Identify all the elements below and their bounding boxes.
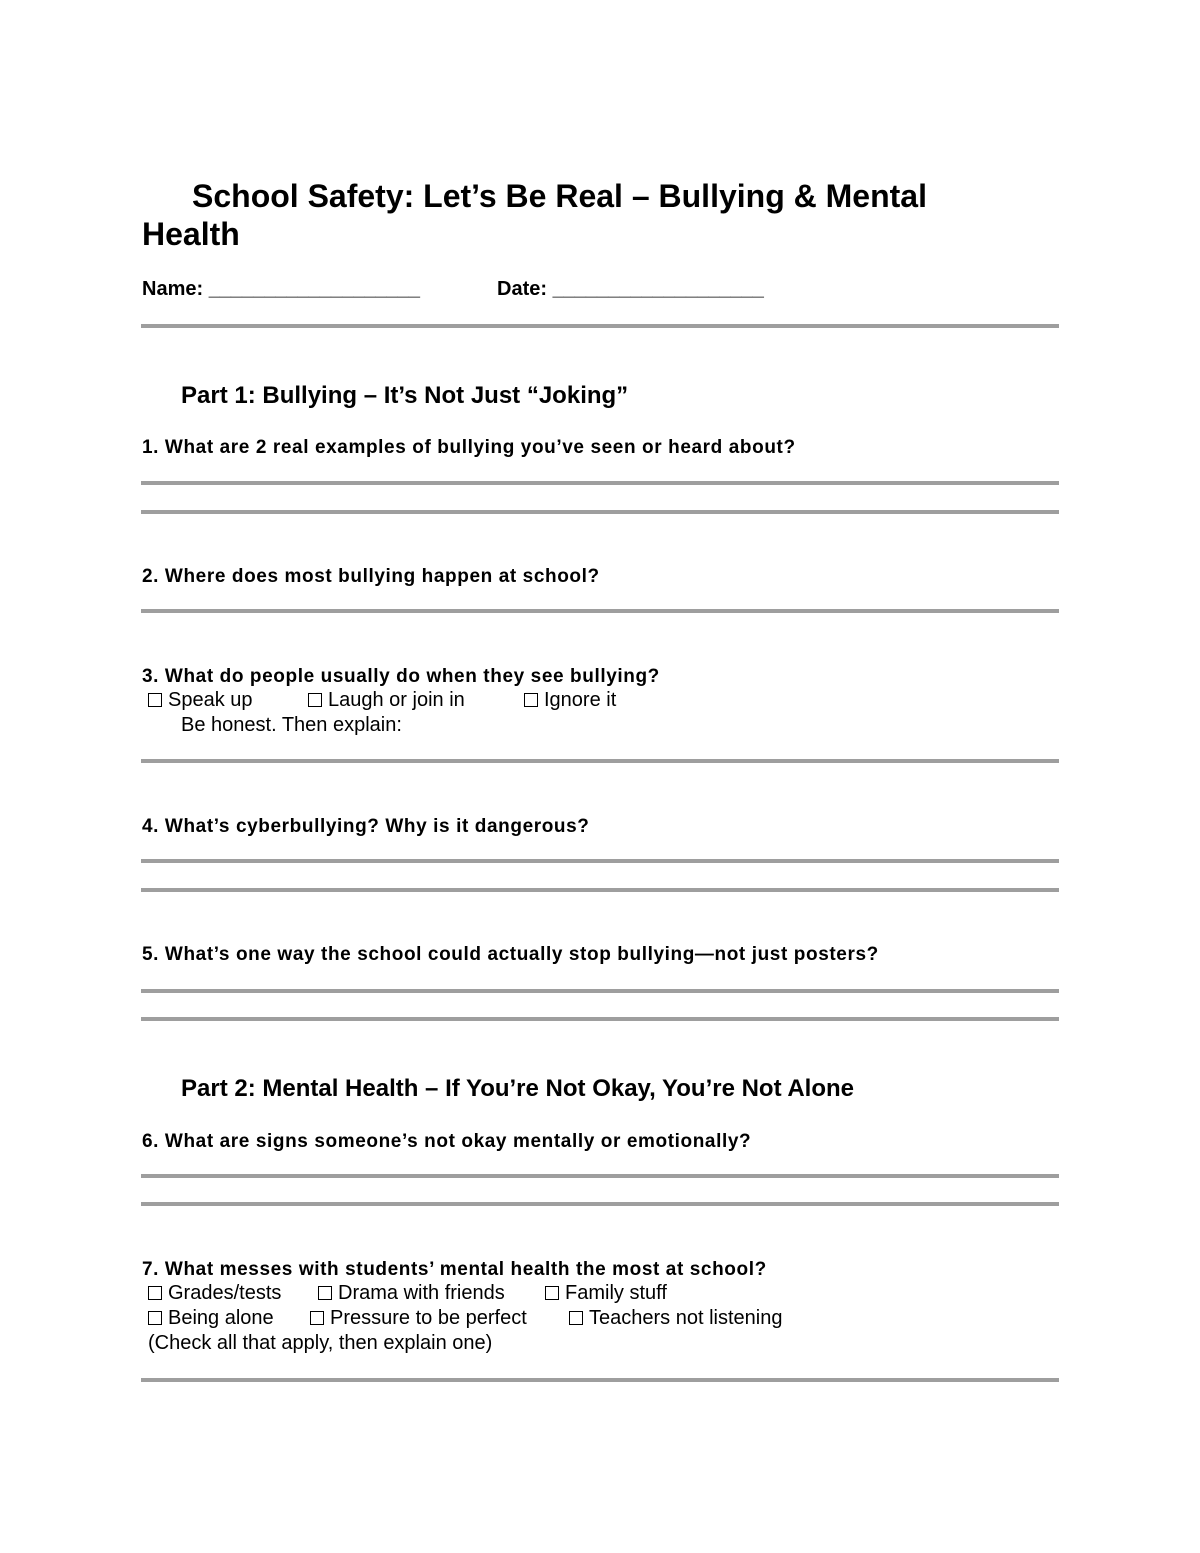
checkbox-icon xyxy=(148,1311,162,1325)
checkbox-icon xyxy=(310,1311,324,1325)
q7-option-drama-with-friends[interactable]: Drama with friends xyxy=(318,1282,505,1305)
q3-option-speak-up[interactable]: Speak up xyxy=(148,689,253,712)
q3-option-laugh-or-join-in[interactable]: Laugh or join in xyxy=(308,689,465,712)
question-4: 4. What’s cyberbullying? Why is it dangerous? xyxy=(142,816,590,837)
worksheet-title-line-1: School Safety: Let’s Be Real – Bullying & Mental xyxy=(192,178,927,214)
checkbox-icon xyxy=(569,1311,583,1325)
question-5: 5. What’s one way the school could actually stop bullying—not just posters? xyxy=(142,944,879,965)
answer-line-q6-b xyxy=(141,1202,1059,1206)
answer-line-q7 xyxy=(141,1378,1059,1382)
q7-option-pressure-to-be-perfect[interactable]: Pressure to be perfect xyxy=(310,1307,527,1330)
answer-line-q6-a xyxy=(141,1174,1059,1178)
q7-option-teachers-not-listening[interactable]: Teachers not listening xyxy=(569,1307,782,1330)
date-field: Date: ___________________ xyxy=(497,278,764,300)
answer-line-q1-b xyxy=(141,510,1059,514)
q7-option-grades-tests[interactable]: Grades/tests xyxy=(148,1282,281,1305)
checkbox-icon xyxy=(524,693,538,707)
question-7: 7. What messes with students’ mental health the most at school? xyxy=(142,1259,767,1280)
question-2: 2. Where does most bullying happen at school? xyxy=(142,566,600,587)
checkbox-icon xyxy=(318,1286,332,1300)
part-2-heading: Part 2: Mental Health – If You’re Not Okay, You’re Not Alone xyxy=(181,1075,855,1102)
answer-line-q5-b xyxy=(141,1017,1059,1021)
q7-note: (Check all that apply, then explain one) xyxy=(148,1332,493,1354)
question-1: 1. What are 2 real examples of bullying you’ve seen or heard about? xyxy=(142,437,796,458)
q7-option-family-stuff[interactable]: Family stuff xyxy=(545,1282,667,1305)
q7-option-being-alone[interactable]: Being alone xyxy=(148,1307,274,1330)
answer-line-q4-b xyxy=(141,888,1059,892)
checkbox-icon xyxy=(308,693,322,707)
header-divider xyxy=(141,324,1059,328)
answer-line-q5-a xyxy=(141,989,1059,993)
name-field: Name: ___________________ xyxy=(142,278,421,300)
answer-line-q3 xyxy=(141,759,1059,763)
q3-note: Be honest. Then explain: xyxy=(181,714,402,736)
answer-line-q2 xyxy=(141,609,1059,613)
worksheet-title-line-2: Health xyxy=(142,216,240,252)
checkbox-icon xyxy=(148,693,162,707)
checkbox-icon xyxy=(148,1286,162,1300)
checkbox-icon xyxy=(545,1286,559,1300)
answer-line-q4-a xyxy=(141,859,1059,863)
q3-option-ignore-it[interactable]: Ignore it xyxy=(524,689,616,712)
answer-line-q1-a xyxy=(141,481,1059,485)
question-3: 3. What do people usually do when they see bullying? xyxy=(142,666,660,687)
question-6: 6. What are signs someone’s not okay mentally or emotionally? xyxy=(142,1131,752,1152)
part-1-heading: Part 1: Bullying – It’s Not Just “Joking” xyxy=(181,382,629,409)
